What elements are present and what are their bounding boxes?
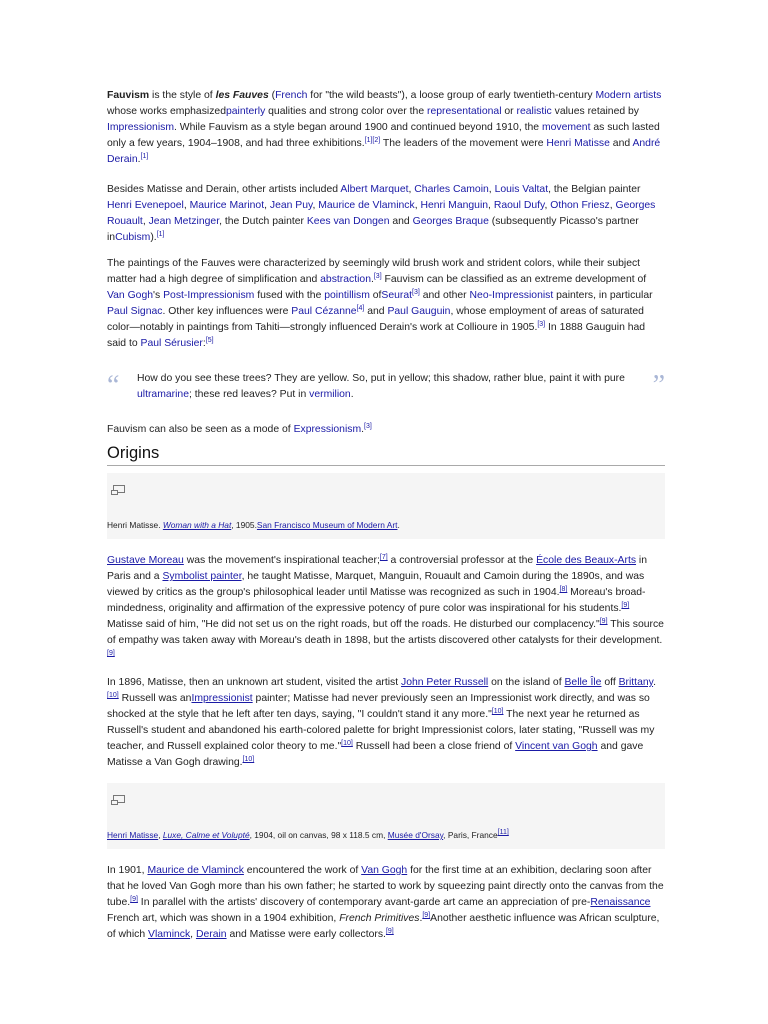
text: Matisse said of him, "He did not set us on the right roads, but off the roads. He disturbed our complacency." [107,619,600,630]
link-vlaminck[interactable]: Vlaminck [148,929,191,940]
text: , whose employment of areas of saturated color—notably in paintings from Tahiti—strongly influenced Derain's work at Collioure in 1905. [107,306,644,333]
text: and [389,216,413,227]
link-modern-artists[interactable]: Modern artists [595,90,662,101]
intro-paragraph [107,88,665,168]
citation-link[interactable]: [3] [373,273,382,280]
text: Luxe, Calme et Volupté [162,830,250,840]
expressionism-paragraph [107,422,665,438]
text: , [488,200,494,211]
link-maurice-de-vlaminck[interactable]: Maurice de Vlaminck [318,200,415,211]
text: encountered the work of [243,865,362,876]
link-impressionism[interactable]: Impressionism [107,122,174,133]
link-georges-rouault[interactable]: Georges Rouault [107,200,656,227]
text: , the Belgian painter [548,184,641,195]
link-paul-serusier[interactable]: Paul Sérusier [140,338,203,349]
blockquote [107,364,665,411]
text: French Primitives [339,913,420,924]
figure-caption [107,519,665,531]
citation-link[interactable]: [11] [497,829,509,836]
text: Another aesthetic influence was African sculpture, of which [107,913,660,940]
section-heading-origins: Origins [107,445,665,466]
link-georges-braque[interactable]: Georges Braque [412,216,489,227]
link-sfmoma[interactable]: San Francisco Museum of Modern Art [256,520,398,530]
link-cubism[interactable]: Cubism [115,232,151,243]
text: was the movement's inspirational teacher; [183,555,380,566]
link-expressionism[interactable]: Expressionism [293,424,362,435]
text: , [488,184,495,195]
link-musee-dorsay[interactable]: Musée d'Orsay [387,830,444,840]
link-ecole-des-beaux-arts[interactable]: École des Beaux-Arts [536,555,637,566]
text: , [183,200,190,211]
text: and [364,306,388,317]
link-van-gogh[interactable]: Van Gogh [107,290,154,301]
link-vincent-van-gogh[interactable]: Vincent van Gogh [515,741,598,752]
text: The paintings of the Fauves were characterized by seemingly wild brush work and strident colors, while their subject matter had a high degree of simplification and [107,258,641,285]
link-movement[interactable]: movement [541,122,591,133]
link-vermilion[interactable]: vermilion [309,389,351,400]
link-symbolist-painter[interactable]: Symbolist painter [162,571,242,582]
text: , [190,929,196,940]
text: . [370,274,374,285]
text: , Paris, France [443,830,498,840]
link-jean-puy[interactable]: Jean Puy [269,200,313,211]
text: . [397,520,400,530]
text: : [202,338,206,349]
link-ultramarine[interactable]: ultramarine [137,389,189,400]
text: Besides Matisse and Derain, other artists included [107,184,341,195]
text: or [501,106,517,117]
text: This source of empathy was taken away with Moreau's death in 1898, but the artists discovered other catalysts for their development. [107,619,664,646]
text: . [361,424,365,435]
text: for "the wild beasts"), a loose group of early twentieth-century [307,90,596,101]
text: In parallel with the artists' discovery of contemporary avant-garde art came an appreciation of pre- [137,897,591,908]
figure-caption [107,829,665,841]
link-charles-camoin[interactable]: Charles Camoin [414,184,489,195]
text: , [142,216,149,227]
enlarge-icon[interactable] [111,485,125,495]
text: . [137,154,141,165]
text: 's [153,290,164,301]
link-raoul-dufy[interactable]: Raoul Dufy [493,200,545,211]
text: ; these red leaves? Put in [188,389,310,400]
text: The leaders of the movement were [380,138,547,149]
link-jean-metzinger[interactable]: Jean Metzinger [148,216,220,227]
citation-link[interactable]: [1] [140,153,149,160]
citation-link[interactable]: [9] [107,650,115,657]
text: of [369,290,382,301]
text: for the first time at an exhibition, declaring soon after that he loved Van Gogh more than his own father; he started to work by squeezing paint directly onto the canvas from the tube. [107,865,664,908]
moreau-paragraph [107,553,665,665]
link-maurice-de-vlaminck[interactable]: Maurice de Vlaminck [147,865,244,876]
text: on the island of [488,677,565,688]
citation-link[interactable]: [10] [242,756,255,763]
link-renaissance[interactable]: Renaissance [590,897,651,908]
text: Moreau's broad-mindedness, originality and affirmation of the expressive potency of pure color was inspirational for his students. [107,587,646,614]
text: as such lasted only a few years, 1904–1908, and had three exhibitions. [107,122,660,149]
text: fused with the [254,290,325,301]
link-seurat[interactable]: Seurat [381,290,413,301]
text: qualities and strong color over the [265,106,427,117]
figure-luxe-calme-et-volupte [107,783,665,849]
text: . [350,389,354,400]
text: , [158,830,163,840]
figure-woman-with-a-hat [107,473,665,539]
text: The next year he returned as Russell's student and abandoned his earth-colored palette for bright Impressionist colors, later stating, "Russell was my teacher, and Russell explained color theory to me." [107,709,655,752]
link-maurice-marinot[interactable]: Maurice Marinot [189,200,265,211]
artists-paragraph [107,182,665,246]
text: , [264,200,270,211]
text: Fauvism can be classified as an extreme development of [381,274,647,285]
text: , [609,200,616,211]
text: (subsequently Picasso's partner in [107,216,639,243]
quote-text [137,371,643,403]
text: and Matisse were early collectors. [226,929,386,940]
text: painters, in particular [553,290,653,301]
vlaminck-paragraph [107,863,665,943]
text: in Paris and a [107,555,648,582]
text: and other [419,290,470,301]
citation-link[interactable]: [9] [385,928,394,935]
citation-link[interactable]: [10] [107,692,119,699]
text: painter; Matisse had never previously seen an Impressionist work directly, and was so shocked at the style that he left after ten days, saying, "I couldn't stand it any more." [107,693,650,720]
text: ( [268,90,276,101]
text: Russell was an [118,693,192,704]
citation-link[interactable]: [1] [156,231,165,238]
link-painterly[interactable]: painterly [225,106,266,117]
text: ). [150,232,157,243]
citation-link[interactable]: [7] [379,554,388,561]
text: . While Fauvism as a style began around 1900 and continued beyond 1910, the [173,122,542,133]
citation-link[interactable]: [8] [559,586,568,593]
text: In 1896, Matisse, then an unknown art student, visited the artist [107,677,401,688]
link-paul-cezanne[interactable]: Paul Cézanne [291,306,357,317]
citation-link[interactable]: [5] [205,337,214,344]
text: Henri Matisse. [107,520,163,530]
link-henri-evenepoel[interactable]: Henri Evenepoel [107,200,184,211]
text: is the style of [149,90,216,101]
citation-link[interactable]: [9] [130,896,138,903]
article [107,88,665,943]
text: , the Dutch painter [219,216,307,227]
link-albert-marquet[interactable]: Albert Marquet [340,184,409,195]
link-othon-friesz[interactable]: Othon Friesz [550,200,610,211]
link-woman-with-a-hat[interactable] [163,520,231,530]
text: Russell had been a close friend of [352,741,516,752]
link-henri-matisse[interactable]: Henri Matisse [107,830,159,840]
citation-link[interactable]: [4] [356,305,365,312]
text: , [312,200,319,211]
text: . [419,913,423,924]
link-henri-manguin[interactable]: Henri Manguin [420,200,489,211]
link-brittany[interactable]: Brittany [618,677,654,688]
text: In 1888 Gauguin had said to [107,322,646,349]
text: , he taught Matisse, Marquet, Manguin, Rouault and Camoin during the 1890s, and was viewed by critics as the group's philosophical leader until Matisse was recognized as such in 1904. [107,571,645,598]
link-french[interactable]: French [275,90,308,101]
citation-link[interactable]: [9] [621,602,630,609]
citation-link[interactable]: [3] [412,289,420,296]
text: and [609,138,633,149]
citation-link[interactable]: [3] [364,423,372,430]
open-quote-mark: “ [107,370,120,401]
text: , [408,184,415,195]
link-abstraction[interactable]: abstraction [320,274,371,285]
citation-link[interactable]: [3] [537,321,546,328]
citation-link[interactable]: [9] [422,912,431,919]
russell-paragraph [107,675,665,771]
link-paul-gauguin[interactable]: Paul Gauguin [387,306,451,317]
origins-body [107,553,665,771]
link-belle-ile[interactable]: Belle Île [564,677,602,688]
text: and gave Matisse a Van Gogh drawing. [107,741,644,768]
text: How do you see these trees? They are yellow. So, put in yellow; this shadow, rather blue, paint it with pure [137,373,625,384]
citation-link[interactable]: [10] [341,740,353,747]
text: off [601,677,619,688]
link-impressionist[interactable]: Impressionist [191,693,253,704]
citation-link[interactable]: [1][2] [364,137,381,144]
link-derain[interactable]: Derain [195,929,227,940]
link-louis-valtat[interactable]: Louis Valtat [494,184,549,195]
text: , [414,200,421,211]
link-pointillism[interactable]: pointillism [324,290,370,301]
text: values retained by [551,106,639,117]
text: . Other key influences were [162,306,292,317]
link-neo-impressionist[interactable]: Neo-Impressionist [469,290,554,301]
enlarge-icon[interactable] [111,795,125,805]
text: whose works emphasized [107,106,226,117]
link-paul-signac[interactable]: Paul Signac [107,306,163,317]
close-quote-mark: ” [652,370,665,401]
text: , [544,200,551,211]
text: Woman with a Hat [162,520,232,530]
link-john-peter-russell[interactable]: John Peter Russell [401,677,489,688]
link-representational[interactable]: representational [427,106,502,117]
link-henri-matisse[interactable]: Henri Matisse [546,138,610,149]
term-les-fauves: les Fauves [215,90,269,101]
citation-link[interactable]: [9] [599,618,608,625]
link-gustave-moreau[interactable]: Gustave Moreau [107,555,184,566]
characteristics-paragraph [107,256,665,352]
text: , 1905. [231,520,257,530]
link-post-impressionism[interactable]: Post-Impressionism [163,290,255,301]
link-luxe-calme-et-volupte[interactable] [163,830,250,840]
text: . [653,677,656,688]
link-andre-derain[interactable]: André Derain [107,138,661,165]
link-kees-van-dongen[interactable]: Kees van Dongen [306,216,390,227]
text: , 1904, oil on canvas, 98 x 118.5 cm, [249,830,388,840]
text: In 1901, [107,865,148,876]
text: Fauvism can also be seen as a mode of [107,424,294,435]
term-fauvism: Fauvism [107,90,150,101]
citation-link[interactable]: [10] [491,708,504,715]
text: a controversial professor at the [387,555,537,566]
link-van-gogh[interactable]: Van Gogh [361,865,408,876]
link-realistic[interactable]: realistic [516,106,552,117]
text: French art, which was shown in a 1904 exhibition, [107,913,340,924]
